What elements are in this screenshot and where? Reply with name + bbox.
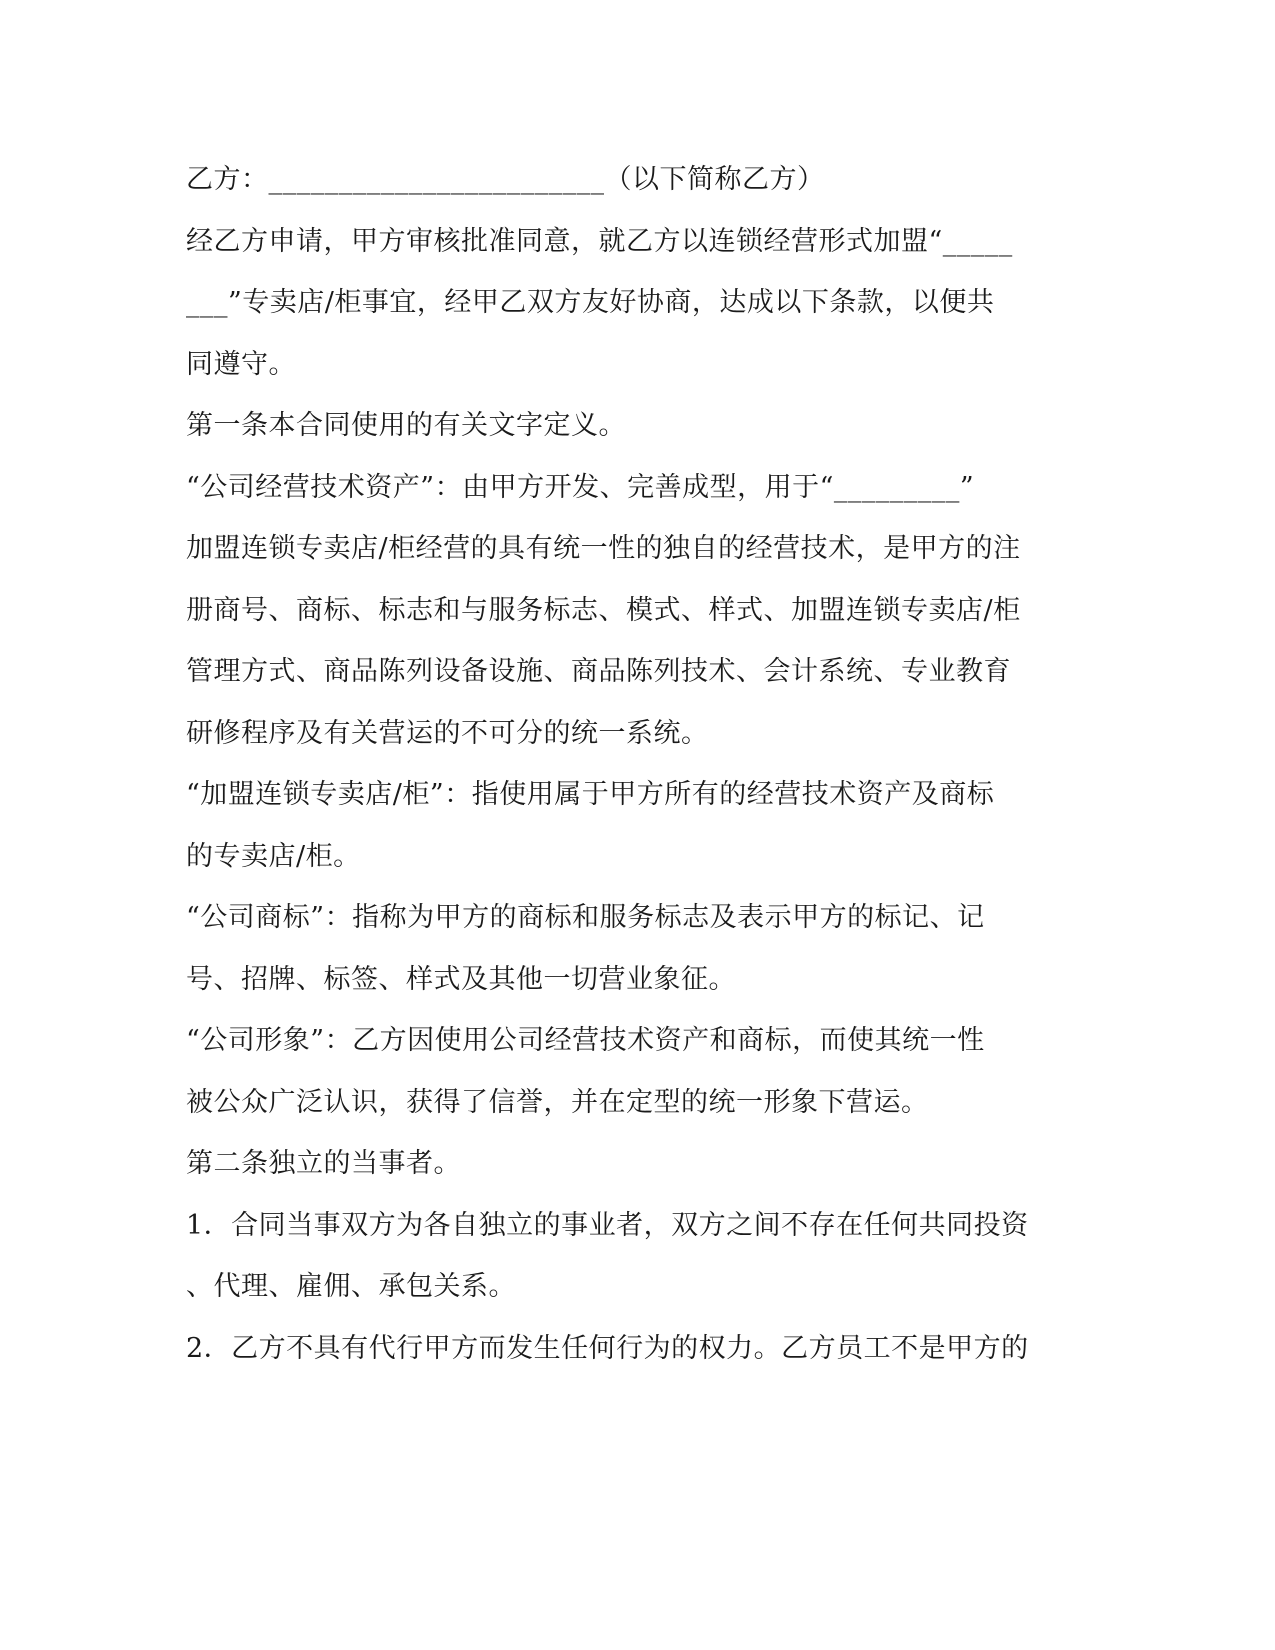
text-line: 、代理、雇佣、承包关系。 (186, 1271, 516, 1302)
text-line: “加盟连锁专卖店/柜”：指使用属于甲方所有的经营技术资产及商标 (186, 779, 995, 810)
article-1-heading: 第一条本合同使用的有关文字定义。 (186, 410, 626, 441)
clause-1-line: 1．合同当事双方为各自独立的事业者，双方之间不存在任何共同投资 (186, 1209, 1029, 1241)
party-b-line: 乙方：________________________（以下简称乙方） (186, 164, 825, 195)
text-line: “公司形象”：乙方因使用公司经营技术资产和商标，而使其统一性 (186, 1025, 985, 1056)
text-line: 研修程序及有关营运的不可分的统一系统。 (186, 717, 709, 749)
text-line: “公司经营技术资产”：由甲方开发、完善成型，用于“_________” (186, 471, 975, 503)
contract-body (186, 158, 1086, 1388)
text-line: 册商号、商标、标志和与服务标志、模式、样式、加盟连锁专卖店/柜 (186, 594, 1021, 626)
text-line: 被公众广泛认识，获得了信誉，并在定型的统一形象下营运。 (186, 1086, 929, 1118)
text-line: 号、招牌、标签、样式及其他一切营业象征。 (186, 963, 736, 995)
text-line: 同遵守。 (186, 348, 296, 380)
text-line: 管理方式、商品陈列设备设施、商品陈列技术、会计系统、专业教育 (186, 656, 1011, 687)
text-line: “公司商标”：指称为甲方的商标和服务标志及表示甲方的标记、记 (186, 902, 985, 933)
text-line: ___”专卖店/柜事宜，经甲乙双方友好协商，达成以下条款，以便共 (186, 287, 995, 318)
article-2-heading: 第二条独立的当事者。 (186, 1148, 461, 1179)
clause-2-line: 2．乙方不具有代行甲方而发生任何行为的权力。乙方员工不是甲方的 (186, 1332, 1029, 1364)
text-line: 加盟连锁专卖店/柜经营的具有统一性的独自的经营技术，是甲方的注 (186, 533, 1021, 564)
text-line: 的专卖店/柜。 (186, 840, 361, 872)
text-line: 经乙方申请，甲方审核批准同意，就乙方以连锁经营形式加盟“_____ (186, 225, 1013, 257)
